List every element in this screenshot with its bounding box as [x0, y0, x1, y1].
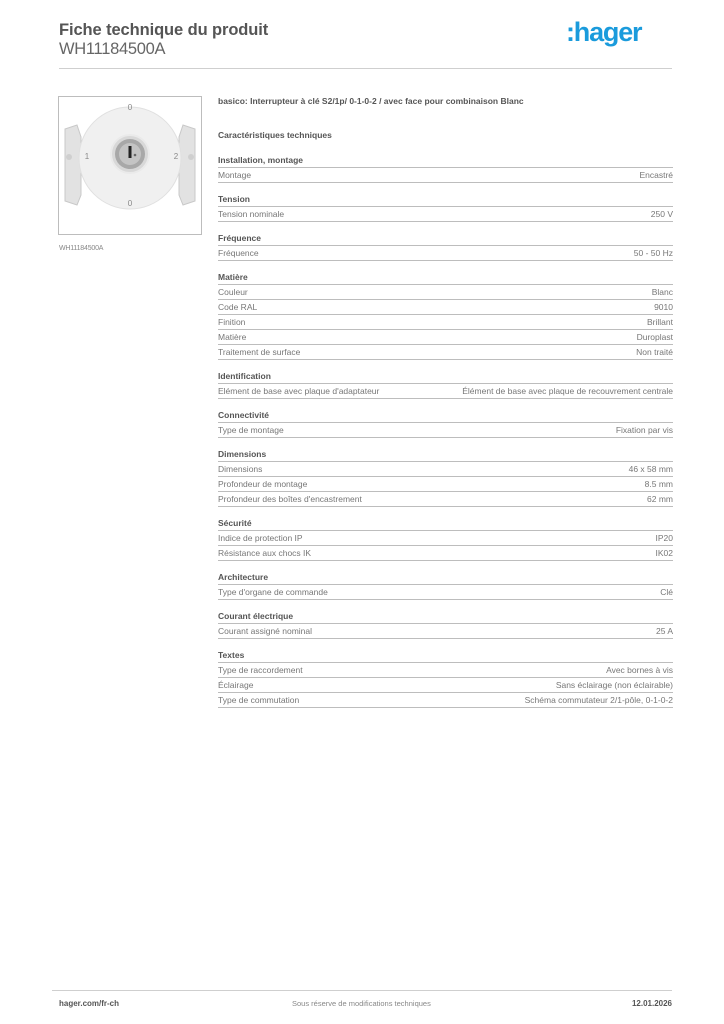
spec-label: Profondeur des boîtes d'encastrement — [218, 494, 362, 504]
spec-value: Schéma commutateur 2/1-pôle, 0-1-0-2 — [524, 695, 673, 705]
spec-row — [218, 423, 673, 438]
spec-value: 9010 — [654, 302, 673, 312]
spec-label: Type de montage — [218, 425, 284, 435]
svg-text:1: 1 — [84, 152, 90, 161]
spec-row — [218, 246, 673, 261]
spec-label: Dimensions — [218, 464, 263, 474]
spec-value: Clé — [660, 587, 673, 597]
group-title: Architecture — [218, 571, 673, 585]
spec-row — [218, 624, 673, 639]
spec-groups — [218, 154, 673, 708]
spec-row — [218, 693, 673, 708]
spec-label: Couleur — [218, 287, 248, 297]
group-title: Dimensions — [218, 448, 673, 462]
spec-label: Type de raccordement — [218, 665, 303, 675]
spec-label: Indice de protection IP — [218, 533, 303, 543]
spec-label: Elément de base avec plaque d'adaptateur — [218, 386, 380, 396]
key-switch-icon — [59, 97, 201, 234]
spec-group — [218, 517, 673, 561]
spec-label: Montage — [218, 170, 252, 180]
spec-row — [218, 207, 673, 222]
group-title: Identification — [218, 370, 673, 384]
footer-disclaimer: Sous réserve de modifications techniques — [292, 999, 431, 1008]
spec-value: Blanc — [651, 287, 673, 297]
spec-label: Code RAL — [218, 302, 258, 312]
product-description: basico: Interrupteur à clé S2/1p/ 0-1-0-2 / avec face pour combinaison Blanc — [218, 96, 524, 106]
spec-value: 8.5 mm — [644, 479, 673, 489]
spec-row — [218, 300, 673, 315]
footer-website-link[interactable]: hager.com/fr-ch — [59, 999, 120, 1008]
spec-group — [218, 610, 673, 639]
group-title: Sécurité — [218, 517, 673, 531]
product-code: WH11184500A — [59, 40, 166, 58]
spec-group — [218, 370, 673, 399]
spec-label: Éclairage — [218, 680, 254, 690]
spec-value: Duroplast — [636, 332, 673, 342]
spec-value: IK02 — [655, 548, 673, 558]
spec-row — [218, 168, 673, 183]
group-title: Connectivité — [218, 409, 673, 423]
spec-label: Type d'organe de commande — [218, 587, 328, 597]
spec-group — [218, 448, 673, 507]
spec-row — [218, 285, 673, 300]
spec-group — [218, 571, 673, 600]
header-divider — [59, 68, 672, 69]
spec-label: Traitement de surface — [218, 347, 301, 357]
spec-value: 50 - 50 Hz — [633, 248, 673, 258]
spec-group — [218, 154, 673, 183]
spec-value: Sans éclairage (non éclairable) — [555, 680, 673, 690]
spec-row — [218, 330, 673, 345]
spec-group — [218, 649, 673, 708]
footer-date: 12.01.2026 — [631, 999, 672, 1008]
footer-divider — [52, 990, 672, 991]
hager-logo: :hager — [566, 17, 642, 47]
section-title: Caractéristiques techniques — [218, 130, 332, 140]
spec-value: IP20 — [655, 533, 673, 543]
spec-label: Fréquence — [218, 248, 259, 258]
header-title: Fiche technique du produit — [59, 21, 269, 39]
spec-row — [218, 345, 673, 360]
spec-value: 62 mm — [647, 494, 673, 504]
spec-value: Fixation par vis — [615, 425, 673, 435]
spec-row — [218, 531, 673, 546]
spec-label: Résistance aux chocs IK — [218, 548, 312, 558]
spec-value: 46 x 58 mm — [628, 464, 673, 474]
spec-value: Élément de base avec plaque de recouvrement centrale — [462, 386, 673, 396]
spec-value: Avec bornes à vis — [606, 665, 673, 675]
image-caption: WH11184500A — [59, 245, 104, 252]
group-title: Textes — [218, 649, 673, 663]
group-title: Fréquence — [218, 232, 673, 246]
spec-group — [218, 271, 673, 360]
spec-label: Matière — [218, 332, 247, 342]
spec-row — [218, 546, 673, 561]
spec-row — [218, 585, 673, 600]
spec-label: Profondeur de montage — [218, 479, 308, 489]
spec-row — [218, 315, 673, 330]
spec-label: Type de commutation — [218, 695, 300, 705]
spec-row — [218, 663, 673, 678]
spec-group — [218, 193, 673, 222]
spec-value: Brillant — [647, 317, 673, 327]
svg-text:2: 2 — [173, 152, 179, 161]
spec-row — [218, 462, 673, 477]
svg-text:0: 0 — [127, 103, 133, 112]
spec-label: Courant assigné nominal — [218, 626, 313, 636]
group-title: Courant électrique — [218, 610, 673, 624]
spec-row — [218, 384, 673, 399]
spec-row — [218, 492, 673, 507]
group-title: Tension — [218, 193, 673, 207]
spec-row — [218, 678, 673, 693]
spec-label: Tension nominale — [218, 209, 285, 219]
spec-value: Non traité — [636, 347, 673, 357]
spec-value: 250 V — [650, 209, 673, 219]
group-title: Installation, montage — [218, 154, 673, 168]
spec-row — [218, 477, 673, 492]
product-image — [58, 96, 202, 235]
spec-group — [218, 409, 673, 438]
spec-group — [218, 232, 673, 261]
spec-value: 25 A — [655, 626, 673, 636]
spec-value: Encastré — [639, 170, 673, 180]
spec-main — [218, 96, 673, 708]
group-title: Matière — [218, 271, 673, 285]
svg-text:0: 0 — [127, 199, 133, 208]
spec-label: Finition — [218, 317, 246, 327]
